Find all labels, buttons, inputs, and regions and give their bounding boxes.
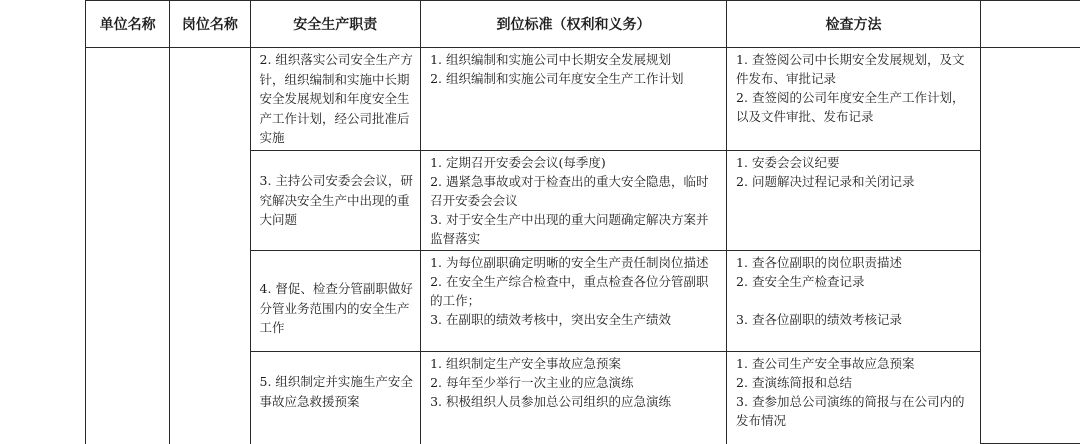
duty-cell: 4. 督促、检查分管副职做好分管业务范围内的安全生产工作 <box>250 251 421 352</box>
standard-cell: 1. 为每位副职确定明晰的安全生产责任制岗位描述 2. 在安全生产综合检查中，重点检查各位分管副职的工作； 3. 在副职的绩效考核中，突出安全生产绩效 <box>421 251 727 352</box>
header-post: 岗位名称 <box>170 1 250 48</box>
duty-cell: 3. 主持公司安委会会议，研究解决安全生产中出现的重大问题 <box>250 151 421 251</box>
table-row <box>86 48 1080 151</box>
duty-cell: 2. 组织落实公司安全生产方针，组织编制和实施中长期安全发展规划和年度安全生产工作计划，经公司批准后实施 <box>250 48 421 151</box>
header-row <box>86 1 1080 48</box>
header-pad <box>980 1 1080 48</box>
standard-cell: 1. 组织制定生产安全事故应急预案 2. 每年至少举行一次主业的应急演练 3. 积极组织人员参加总公司组织的应急演练 <box>421 352 727 444</box>
responsibility-table <box>85 0 1080 444</box>
header-unit: 单位名称 <box>86 1 170 48</box>
check-cell: 1. 查各位副职的岗位职责描述 2. 查安全生产检查记录 3. 查各位副职的绩效考核记录 <box>727 251 981 352</box>
standard-cell: 1. 定期召开安委会会议(每季度) 2. 遇紧急事故或对于检查出的重大安全隐患，临时召开安委会会议 3. 对于安全生产中出现的重大问题确定解决方案并监督落实 <box>421 151 727 251</box>
standard-cell: 1. 组织编制和实施公司中长期安全发展规划 2. 组织编制和实施公司年度安全生产工作计划 <box>421 48 727 151</box>
check-cell: 1. 查签阅公司中长期安全发展规划，及文件发布、审批记录 2. 查签阅的公司年度安全生产工作计划，以及文件审批、发布记录 <box>727 48 981 151</box>
check-cell: 1. 查公司生产安全事故应急预案 2. 查演练简报和总结 3. 查参加总公司演练的简报与在公司内的发布情况 <box>727 352 981 444</box>
post-cell <box>170 48 250 444</box>
header-standard: 到位标准（权利和义务） <box>421 1 727 48</box>
duty-cell: 5. 组织制定并实施生产安全事故应急救援预案 <box>250 352 421 444</box>
unit-cell <box>86 48 170 444</box>
header-check: 检查方法 <box>727 1 981 48</box>
header-duty: 安全生产职责 <box>250 1 421 48</box>
check-cell: 1. 安委会会议纪要 2. 问题解决过程记录和关闭记录 <box>727 151 981 251</box>
pad-cell <box>980 48 1080 444</box>
responsibility-table-frame <box>85 0 1080 442</box>
